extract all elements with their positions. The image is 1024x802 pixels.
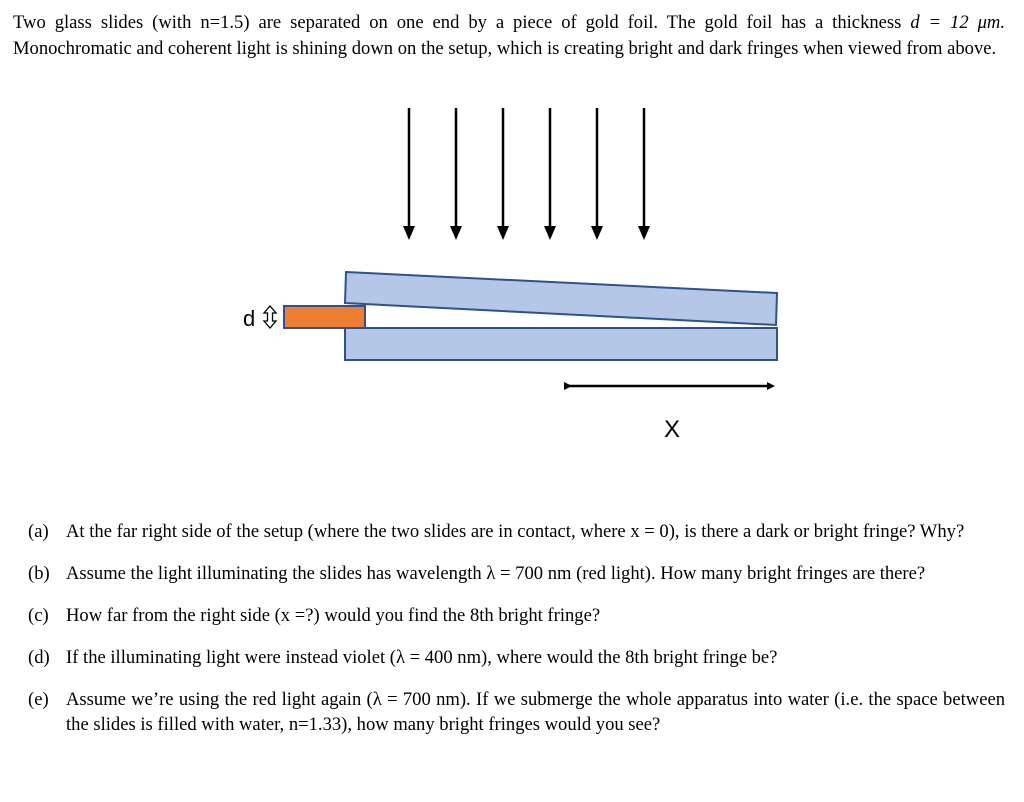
arrow-down-icon [544,226,556,240]
question-e [28,687,1005,737]
question-list [28,519,1005,754]
d-label: d [243,306,256,331]
question-c [28,603,1005,628]
question-b [28,561,1005,586]
question-label: (c) [28,605,49,626]
arrow-down-icon [497,226,509,240]
question-text: Assume the light illuminating the slides has wavelength λ = 700 nm (red light). How many bright fringes are there? [66,563,926,584]
question-text: If the illuminating light were instead violet (λ = 400 nm), where would the 8th bright fringe be? [66,647,778,668]
problem-statement [13,10,1005,61]
question-label: (a) [28,521,49,542]
thickness-double-arrow-icon [264,306,276,328]
arrow-down-icon [638,226,650,240]
bottom-glass-slide [345,328,777,360]
question-text: At the far right side of the setup (where the two slides are in contact, where x = 0), is there a dark or bright fringe? Why? [66,521,965,542]
x-label: X [664,416,681,443]
incident-light-arrows [403,108,650,240]
gold-foil [284,306,365,328]
question-label: (b) [28,563,50,584]
arrow-down-icon [591,226,603,240]
intro-thickness-math: d = 12 μm. [910,12,1005,33]
top-glass-slide [345,272,777,325]
wedge-diagram-svg [0,100,1024,460]
question-text: How far from the right side (x =?) would you find the 8th bright fringe? [66,605,601,626]
question-a [28,519,1005,544]
arrow-down-icon [403,226,415,240]
intro-text-1: Two glass slides (with n=1.5) are separated on one end by a piece of gold foil. The gold foil has a thickness [13,12,902,33]
arrow-down-icon [450,226,462,240]
question-label: (e) [28,689,49,710]
question-d [28,645,1005,670]
wedge-diagram [0,100,1024,460]
question-text: Assume we’re using the red light again (λ = 700 nm). If we submerge the whole apparatus into water (i.e. the space between the slides is filled with water, n=1.33), how many bright fringes would you see? [66,689,1005,735]
intro-text-2: Monochromatic and coherent light is shining down on the setup, which is creating bright and dark fringes when viewed from above. [13,37,997,59]
question-label: (d) [28,647,50,668]
